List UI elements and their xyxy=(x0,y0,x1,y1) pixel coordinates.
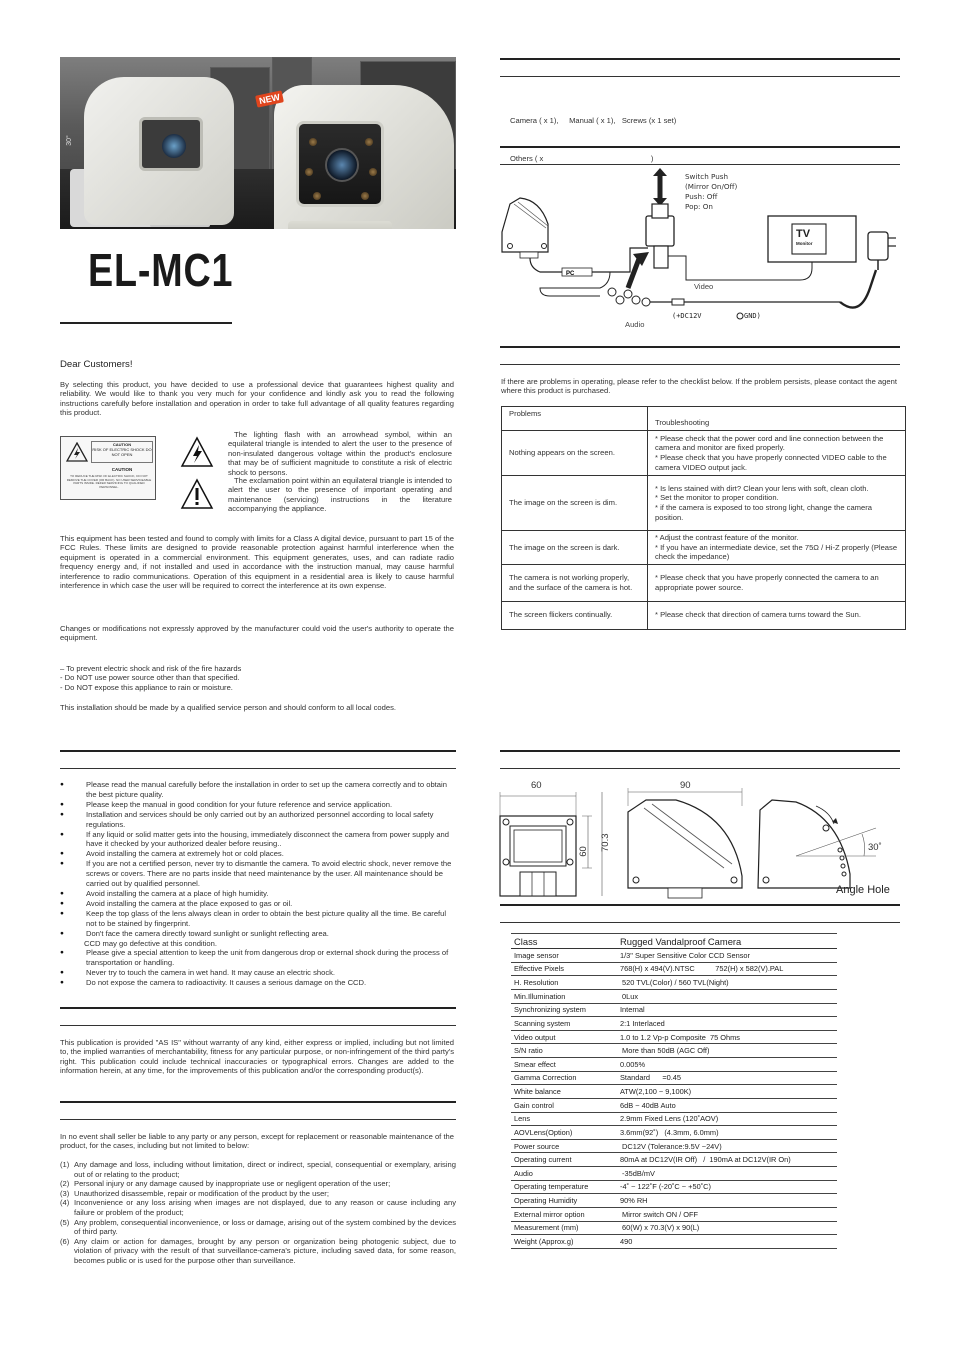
changes-statement: Changes or modifications not expressly approved by the manufacturer could void the user's authority to operate the equipment. xyxy=(60,624,454,643)
table-row: Gain control 6dB ~ 40dB Auto xyxy=(511,1098,837,1112)
list-item: ● Avoid installing the camera at a place of high humidity. xyxy=(60,889,454,899)
table-row: Operating Humidity 90% RH xyxy=(511,1194,837,1208)
list-item: (6) Any claim or action for damages, brought by any person or organization being photogenic subject, due to violation of privacy with the result of that surveillance-camera's picture, including saved data, for some reason, becomes public or is used for the purpose other than surveillance. xyxy=(60,1236,456,1265)
table-row: S/N ratio More than 50dB (AGC Off) xyxy=(511,1044,837,1058)
table-row: Synchronizing system Internal xyxy=(511,1003,837,1017)
lightning-warning-icon xyxy=(66,442,88,462)
audio-label: Audio xyxy=(625,320,645,329)
table-row: H. Resolution 520 TVL(Color) / 560 TVL(Night) xyxy=(511,976,837,990)
connection-diagram xyxy=(500,168,900,338)
dim-height-overall: 70.3 xyxy=(600,833,611,852)
table-row: AOVLens(Option) 3.6mm(92˚) (4.3mm, 6.0mm) xyxy=(511,1126,837,1140)
table-row: Problems Troubleshooting xyxy=(502,407,906,431)
table-row: The image on the screen is dim. * Is lens stained with dirt? Clean your lens with soft, clean cloth. * Set the monitor to proper condition. * if the camera is exposed to too strong light, change the camera position. xyxy=(502,476,906,531)
intro-paragraph: By selecting this product, you have decided to use a professional device that guarantees highest quality and reliability. We would like to thank you very much for your confidence and kindly ask you to read the following instructions carefully before installation and operation in order to take full advantage of all quality features regarding this product. xyxy=(60,380,454,418)
table-row: Lens 2.9mm Fixed Lens (120˚AOV) xyxy=(511,1112,837,1126)
product-photo xyxy=(60,57,456,229)
list-item: ● Please read the manual carefully before the installation in order to set up the camera correctly and to obtain the best picture quality. xyxy=(60,780,454,800)
precautions-list xyxy=(60,780,454,988)
greeting: Dear Customers! xyxy=(60,359,133,370)
list-item: ● Installation and services should be only carried out by an authorized personnel according to local safety regulations. xyxy=(60,810,454,830)
troubleshooting-table xyxy=(501,406,906,630)
list-item: (1) Any damage and loss, including without limitation, direct or indirect, special, consequential or exemplary, arising out of or relating to the product; xyxy=(60,1160,456,1179)
dim-width: 60 xyxy=(531,780,542,791)
table-row: Nothing appears on the screen. * Please check that the power cord and line connection between the camera and monitor are fixed properly. * Please check that you have properly connected VIDEO cable to the camera VIDEO output jack. xyxy=(502,431,906,476)
dimension-drawings xyxy=(496,776,902,906)
lightning-symbol-text: The lighting flash with an arrowhead symbol, within an equilateral triangle is intended to alert the user to the presence of non-insulated dangerous voltage within the product's enclosure that may be of sufficient magnitude to constitute a risk of electric shock to persons. xyxy=(228,430,452,477)
table-row: White balance ATW(2,100 ~ 9,100K) xyxy=(511,1085,837,1099)
list-item: (2) Personal injury or any damage caused by inappropriate use or negligent operation of the user; xyxy=(60,1179,391,1189)
troubleshooting-intro: If there are problems in operating, please refer to the checklist below. If the problem persists, please contact the agent where this product is purchased. xyxy=(501,377,897,396)
tv-label: TV xyxy=(796,228,811,240)
lightning-triangle-icon xyxy=(180,436,214,468)
table-row: Operating temperature -4˚ ~ 122˚F (-20˚C ~ +50˚C) xyxy=(511,1180,837,1194)
table-row: Min.Illumination 0Lux xyxy=(511,989,837,1003)
list-item: ● Do not expose the camera to radioactivity. It causes a serious damage on the CCD. xyxy=(60,978,454,988)
disclaimer: This publication is provided "AS IS" without warranty of any kind, either express or implied, including but not limited to, the implied warranties of merchantability, fitness for any particular purpose, or non-infringement of the third party's right. This publication could include technical inaccuracies or typographical errors. Changes are added to the information herein, at any time, for the improvements of this publication and/or the corresponding product(s). xyxy=(60,1038,454,1076)
gnd-label: GND) xyxy=(744,312,761,320)
angle-mark: 30° xyxy=(65,135,73,146)
table-row: Image sensor 1/3" Super Sensitive Color CCD Sensor xyxy=(511,949,837,963)
product-model: EL-MC1 xyxy=(88,244,234,296)
package-contents: Camera ( x 1), Manual ( x 1), Screws (x 1 set) Others ( x ) xyxy=(510,115,677,164)
table-row: The screen flickers continually. * Please check that direction of camera turns toward the Sun. xyxy=(502,601,906,629)
table-row: Measurement (mm) 60(W) x 70.3(V) x 90(L) xyxy=(511,1221,837,1235)
list-item: ● If you are not a certified person, never try to dismantle the camera. To avoid electric shock, never remove the screws or covers. There are no parts inside that need maintenance by the user. All maintenance should be carried out by qualified personnel. xyxy=(60,859,454,889)
exclamation-symbol-text: The exclamation point within an equilateral triangle is intended to alert the user to the presence of important operating and maintenance (servicing) instructions in the literature accompanying the appliance. xyxy=(228,476,452,514)
specifications-table xyxy=(511,933,837,1249)
camera-side-view xyxy=(84,77,234,225)
table-row: Effective Pixels 768(H) x 494(V).NTSC 752(H) x 582(V).PAL xyxy=(511,962,837,976)
power-label: (+DC12V xyxy=(672,312,702,320)
fcc-statement: This equipment has been tested and found to comply with limits for a Class A digital device, pursuant to part 15 of the FCC Rules. These limits are designed to provide reasonable protection against harmful interference when the equipment is operated in a commercial environment. This equipment generates, uses, and can radiate radio frequency energy and, if not installed and used in accordance with the instruction manual, may cause harmful interference to radio communications. Operation of this equipment in a residential area is likely to cause harmful interference in which case the user will be required to correct the interference at its own expense. xyxy=(60,534,454,591)
table-row: The camera is not working properly, and the surface of the camera is hot. * Please check that you have properly connected the camera to an appropriate power source. xyxy=(502,564,906,601)
caution-label: CAUTION RISK OF ELECTRIC SHOCK DO NOT OPEN CAUTION TO REDUCE THE RISK OF ELECTRIC SHOCK, DO NOT REMOVE THE COVER (OR BACK). NO USER SERVICEABLE PARTS INSIDE. REFER SERVICING TO QUALIFIED PERSONNEL. xyxy=(60,436,156,500)
dim-depth: 90 xyxy=(680,780,691,791)
list-item: ● Never try to touch the camera in wet hand. It may cause an electric shock. xyxy=(60,968,454,978)
list-item: (3) Unauthorized disassemble, repair or modification of the product by the user; xyxy=(60,1188,329,1198)
dim-angle: 30˚ xyxy=(868,842,882,853)
liability-list xyxy=(60,1160,456,1266)
table-row: Weight (Approx.g) 490 xyxy=(511,1235,837,1249)
dim-angle-hole: Angle Hole xyxy=(836,884,890,896)
table-row: Operating current 80mA at DC12V(IR Off) / 190mA at DC12V(IR On) xyxy=(511,1153,837,1167)
list-item: ● Keep the top glass of the lens always clean in order to obtain the best picture quality all the time. Be careful not to be stained by fingerprint. xyxy=(60,909,454,929)
table-row: Gamma Correction Standard =0.45 xyxy=(511,1071,837,1085)
list-item: ● Don't face the camera directly toward sunlight or sunlight reflecting area. xyxy=(60,929,454,939)
table-row: Class Rugged Vandalproof Camera xyxy=(511,934,837,949)
monitor-label: Monitor xyxy=(796,241,813,246)
list-item: (5) Any problem, consequential inconvenience, or loss or damage, arising out of the system combined by the devices of third party. xyxy=(60,1217,456,1237)
new-badge: NEW xyxy=(255,90,284,107)
svg-text:PC: PC xyxy=(566,271,575,277)
camera-front-view xyxy=(274,85,454,229)
installation-note: This installation should be made by a qualified service person and should conform to all local codes. xyxy=(60,703,397,712)
exclamation-triangle-icon xyxy=(180,478,214,510)
table-row: Smear effect 0.005% xyxy=(511,1058,837,1072)
video-label: Video xyxy=(694,282,714,291)
list-item: ● Please keep the manual in good condition for your future reference and service application. xyxy=(60,800,454,810)
list-item: ● Please give a special attention to keep the unit from dangerous drop or external shock during the process of transportation or handling. xyxy=(60,948,454,968)
list-item: ● Avoid installing the camera at extremely hot or cold places. xyxy=(60,849,454,859)
dim-height: 60 xyxy=(577,846,589,857)
list-item: (4) Inconvenience or any loss arising when images are not displayed, due to any reason or cause including any failure or problem of the product; xyxy=(60,1198,456,1217)
table-row: Power source DC12V (Tolerance:9.5V ~24V) xyxy=(511,1139,837,1153)
list-item: ● Avoid installing the camera at the place exposed to gas or oil. xyxy=(60,899,454,909)
table-row: Scanning system 2:1 Interlaced xyxy=(511,1017,837,1031)
list-item: ● If any liquid or solid matter gets into the housing, immediately disconnect the camera from power supply and have it checked by your authorized dealer before reusing.. xyxy=(60,830,454,850)
table-row: The image on the screen is dark. * Adjust the contrast feature of the monitor. * If you have an intermediate device, set the 75Ω / Hi-Z properly (Please check the impedance) xyxy=(502,531,906,565)
table-row: External mirror option Mirror switch ON / OFF xyxy=(511,1207,837,1221)
warnings-list: – To prevent electric shock and risk of the fire hazards - Do NOT use power source other than that specified. - Do NOT expose this appliance to rain or moisture. xyxy=(60,664,242,692)
liability-intro: In no event shall seller be liable to any party or any person, except for replacement or reasonable maintenance of the product, for the cases, including but not limited to below: xyxy=(60,1132,454,1151)
list-item: CCD may go defective at this condition. xyxy=(84,938,217,948)
table-row: Audio -35dB/mV xyxy=(511,1167,837,1181)
switch-label: Switch Push (Mirror On/Off) Push: Off Pop: On xyxy=(685,172,738,211)
table-row: Video output 1.0 to 1.2 Vp-p Composite 75 Ohms xyxy=(511,1030,837,1044)
